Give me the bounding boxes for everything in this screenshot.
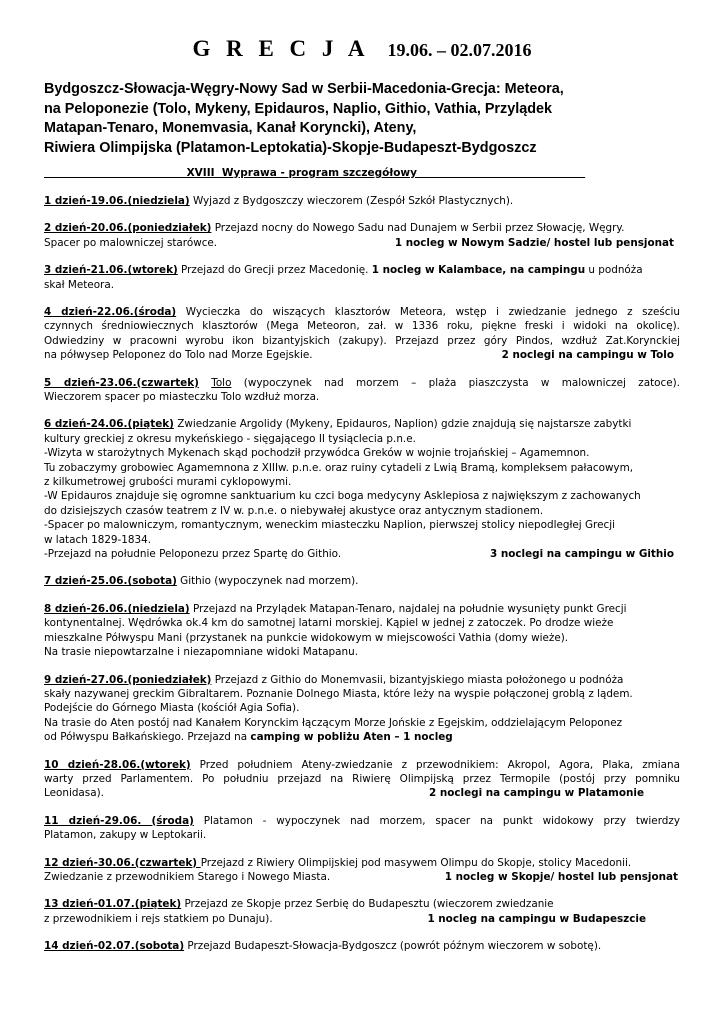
day-text: -Przejazd na południe Peloponezu przez Spartę do Githio. [44,548,342,561]
day-text: Platamon, zakupy w Leptokarii. [44,829,207,842]
accommodation-note: 2 noclegi na campingu w Platamonie [429,787,644,800]
day-text: Przejazd ze Skopje przez Serbię do Budapesztu (wieczorem zwiedzanie [181,898,554,911]
itinerary-day-3 [44,263,680,292]
route-description [44,80,684,158]
day-heading: 13 dzień-01.07.(piątek) [44,898,182,911]
accommodation-note: 1 nocleg w Nowym Sadzie/ hostel lub pensjonat [394,236,674,249]
day-text: kultury greckiej z okresu mykeńskiego - sięgającego II tysiąclecia p.n.e. [44,432,416,445]
day-text: Wycieczka do wiszących klasztorów Meteora, wstęp i zwiedzanie jednego z sześciu [176,306,680,319]
itinerary-day-12 [44,856,680,885]
itinerary-day-1 [44,194,680,208]
itinerary-day-13 [44,897,680,926]
day-text: kontynentalnej. Wędrówka ok.4 km do samotnej latarni morskiej. Kąpiel w jednej z zatoczek. Po drodze wieże [44,617,614,630]
day-text: mieszkalne Półwyspu Mani (przystanek na punkcie widokowym w miejscowości Vathia (domy wieże). [44,631,569,644]
day-text: z kilkumetrowej grubości murami cyklopowymi. [44,476,292,489]
day-text: (wypoczynek nad morzem – plaża piaszczysta w malowniczej zatoce). [231,376,680,389]
day-text: warty przed Parlamentem. Po południu przejazd na Riwierę Olimpijską przez Termopile (postój przy pomniku [44,772,680,785]
day-heading: 6 dzień-24.06.(piątek) [44,418,174,431]
accommodation-note: 2 noclegi na campingu w Tolo [501,349,674,362]
route-line: Riwiera Olimpijska (Platamon-Leptokatia)-Skopje-Budapeszt-Bydgoszcz [44,139,537,156]
day-text: Na trasie do Aten postój nad Kanałem Korynckim łączącym Morze Jońskie z Egejskim, oddzielającym Peloponez [44,716,623,729]
itinerary-day-5 [44,376,680,405]
day-text: Platamon - wypoczynek nad morzem, spacer na punkt widokowy przy twierdzy [193,814,680,827]
day-text: Tolo [211,376,232,389]
accommodation-note: 1 nocleg w Kalambace, na campingu [371,264,586,277]
itinerary-day-11 [44,814,680,843]
day-text: Przed południem Ateny-zwiedzanie z przewodnikiem: Akropol, Agora, Plaka, zmiana [190,758,680,771]
day-text: na półwysep Peloponez do Tolo nad Morze Egejskie. [44,349,313,362]
route-line: Bydgoszcz-Słowacja-Węgry-Nowy Sad w Serbii-Macedonia-Grecja: Meteora, [44,81,564,97]
day-heading: 11 dzień-29.06. (środa) [44,814,194,827]
day-heading: 5 dzień-23.06.(czwartek) [44,376,199,389]
itinerary [44,194,680,967]
day-text: Podejście do Górnego Miasta (kościół Agia Sofia). [44,702,300,715]
day-text: Zwiedzanie z przewodnikiem Starego i Nowego Miasta. [44,870,331,883]
day-text: -Wizyta w starożytnych Mykenach skąd pochodził przywódca Greków w wojnie trojańskiej – Agamemnon. [44,447,590,460]
day-text: od Półwyspu Bałkańskiego. Przejazd na [44,731,251,744]
itinerary-day-2 [44,221,680,250]
route-line: Matapan-Tenaro, Monemvasia, Kanał Koryncki), Ateny, [44,120,417,136]
day-text: Na trasie niepowtarzalne i niezapomniane widoki Matapanu. [44,646,358,659]
day-heading: 2 dzień-20.06.(poniedziałek) [44,222,212,235]
title-country: G R E C J A [192,36,370,61]
route-line: na Peloponezie (Tolo, Mykeny, Epidauros, Naplio, Githio, Vathia, Przylądek [44,100,553,117]
day-text: Githio (wypoczynek nad morzem). [176,575,359,588]
day-text: -Spacer po malowniczym, romantycznym, weneckim miasteczku Naplion, pierwszej stolicy niepodległej Grecji [44,519,615,532]
day-heading: 9 dzień-27.06.(poniedziałek) [44,673,212,686]
day-text: z przewodnikiem i rejs statkiem po Dunaju). [44,912,273,925]
itinerary-day-7 [44,574,680,588]
day-text: czynnych średniowiecznych klasztorów (Mega Meteoron, zał. w 1336 roku, piękne freski i widoki na okolicę). [44,320,680,333]
day-heading: 1 dzień-19.06.(niedziela) [44,195,190,207]
itinerary-day-10 [44,758,680,801]
day-text: w latach 1829-1834. [44,533,152,546]
accommodation-note: 1 nocleg w Skopje/ hostel lub pensjonat [444,870,678,883]
itinerary-day-4 [44,305,680,363]
title-dates: 19.06. – 02.07.2016 [387,40,532,60]
itinerary-day-8 [44,602,680,660]
accommodation-note: 1 nocleg na campingu w Budapeszcie [427,912,646,925]
accommodation-note: camping w pobliżu Aten – 1 nocleg [250,731,453,744]
itinerary-day-9 [44,673,680,745]
day-heading: 12 dzień-30.06.(czwartek) [44,856,201,869]
day-heading: 3 dzień-21.06.(wtorek) [44,264,178,277]
document-title [44,36,680,62]
day-text: -W Epidauros znajduje się ogromne sanktuarium ku czci boga medycyny Asklepiosa z największym z zachowanych [44,490,641,503]
day-text: Przejazd nocny do Nowego Sadu nad Dunajem w Serbii przez Słowację, Węgry. [211,222,625,235]
day-text: Tu zobaczymy grobowiec Agamemnona z XIIIw. p.n.e. oraz ruiny cytadeli z Lwią Bramą, kompleksem pałacowym, [44,461,634,474]
day-text: Przejazd z Riwiery Olimpijskiej pod masywem Olimpu do Skopje, stolicy Macedonii. [200,856,632,869]
program-subtitle: XVIII Wyprawa - program szczegółowy [186,167,417,179]
day-heading: 10 dzień-28.06.(wtorek) [44,758,191,771]
day-text: skał Meteora. [44,278,114,291]
day-text: u podnóża [585,264,643,277]
day-text: skały nazywanej greckim Gibraltarem. Poznanie Dolnego Miasta, które leży na wyspie połączonej groblą z lądem. [44,687,633,700]
day-text: Leonidasa). [44,787,104,800]
day-text: Przejazd Budapeszt-Słowacja-Bydgoszcz (powrót późnym wieczorem w sobotę). [184,940,602,953]
day-heading: 8 dzień-26.06.(niedziela) [44,602,190,615]
day-heading: 14 dzień-02.07.(sobota) [44,940,185,953]
day-heading: 4 dzień-22.06.(środa) [44,306,177,319]
day-text: Przejazd na Przylądek Matapan-Tenaro, najdalej na południe wysunięty punkt Grecji [189,602,627,615]
day-text: Przejazd do Grecji przez Macedonię. [177,264,372,277]
day-text: Odwiedziny w pracowni wyrobu ikon bizantyjskich (zakupy). Przejazd przez góry Pindos, wzdłuż Zat.Korynckiej [44,334,680,347]
day-text: Zwiedzanie Argolidy (Mykeny, Epidauros, Naplion) gdzie znajdują się najstarsze zabytki [173,418,632,431]
day-text: Wyjazd z Bydgoszczy wieczorem (Zespół Szkół Plastycznych). [189,195,514,207]
accommodation-note: 3 noclegi na campingu w Githio [489,548,674,561]
day-text: Spacer po malowniczej starówce. [44,236,218,249]
itinerary-day-14 [44,939,680,953]
itinerary-day-6 [44,417,680,561]
day-text: Przejazd z Githio do Monemvasii, bizantyjskiego miasta położonego u podnóża [211,673,624,686]
day-heading: 7 dzień-25.06.(sobota) [44,575,177,588]
day-text: do dzisiejszych czasów teatrem z IV w. p.n.e. o niebywałej akustyce oraz antycznym stadionem. [44,504,544,517]
day-text: Wieczorem spacer po miasteczku Tolo wzdłuż morza. [44,391,320,403]
